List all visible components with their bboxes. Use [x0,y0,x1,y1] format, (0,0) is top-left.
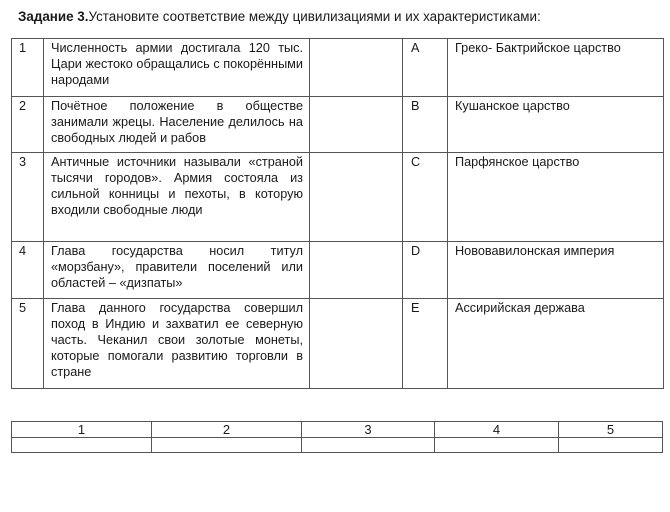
row-letter: A [403,39,448,97]
table-row [12,153,664,242]
table-row [12,39,664,97]
table-row [12,299,664,389]
empty-cell [310,299,403,389]
row-number: 3 [12,153,44,242]
row-number: 1 [12,39,44,97]
row-description: Глава данного государства совершил поход в Индию и захватил ее северную часть. Чеканил свои золотые монеты, которые помогали развитию торговли в стране [44,299,310,389]
answer-header-row [12,422,663,438]
empty-cell [310,39,403,97]
answer-cell-1[interactable] [12,438,152,453]
empty-cell [310,153,403,242]
row-letter: B [403,97,448,153]
row-description: Античные источники называли «страной тысячи городов». Армия состояла из сильной конницы и пехоты, в которую входили свободные люди [44,153,310,242]
answer-input-row [12,438,663,453]
answer-header-4: 4 [435,422,559,438]
row-letter: E [403,299,448,389]
row-civilization: Кушанское царство [448,97,664,153]
table-row [12,242,664,299]
task-label: Задание 3. [18,9,89,24]
row-number: 2 [12,97,44,153]
answer-cell-3[interactable] [302,438,435,453]
empty-cell [310,97,403,153]
table-row [12,97,664,153]
row-description: Численность армии достигала 120 тыс. Цари жестоко обращались с покорёнными народами [44,39,310,97]
answer-header-2: 2 [152,422,302,438]
row-description: Глава государства носил титул «морзбану», правители поселений или областей – «дизпаты» [44,242,310,299]
answer-header-1: 1 [12,422,152,438]
row-number: 5 [12,299,44,389]
row-civilization: Парфянское царство [448,153,664,242]
row-civilization: Греко- Бактрийское царство [448,39,664,97]
answer-cell-5[interactable] [559,438,663,453]
answer-header-3: 3 [302,422,435,438]
answer-header-5: 5 [559,422,663,438]
answer-cell-2[interactable] [152,438,302,453]
row-civilization: Нововавилонская империя [448,242,664,299]
task-text: Установите соответствие между цивилизациями и их характеристиками: [88,9,541,24]
empty-cell [310,242,403,299]
row-number: 4 [12,242,44,299]
answer-table [11,421,663,453]
row-civilization: Ассирийская держава [448,299,664,389]
row-letter: C [403,153,448,242]
matching-table [11,38,664,389]
row-description: Почётное положение в обществе занимали жрецы. Население делилось на свободных людей и рабов [44,97,310,153]
answer-cell-4[interactable] [435,438,559,453]
row-letter: D [403,242,448,299]
task-title [18,9,541,24]
